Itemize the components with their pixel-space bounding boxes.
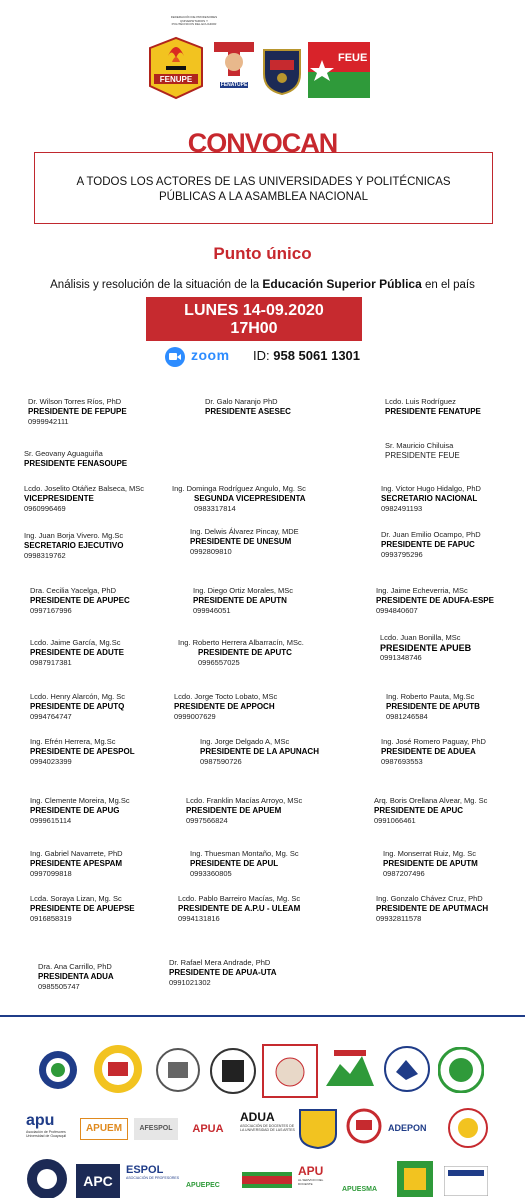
person-name: Lcdo. Luis Rodríguez	[385, 397, 456, 406]
person-role: PRESIDENTE APESPAM	[30, 859, 123, 868]
convocan-text	[34, 175, 493, 205]
apu-logo-text: apu	[26, 1112, 55, 1129]
person-name: Lcda. Soraya Lizan, Mg. Sc	[30, 894, 122, 903]
apua-logo	[184, 1118, 232, 1140]
person-role: SECRETARIO EJECUTIVO	[24, 541, 124, 550]
person-name: Lcdo. Pablo Barreiro Macías, Mg. Sc	[178, 894, 301, 903]
person-phone: 0993795296	[381, 550, 423, 559]
person-name: Ing. Diego Ortiz Morales, MSc	[193, 586, 294, 595]
apc-logo	[76, 1164, 120, 1198]
person-role: VICEPRESIDENTE	[24, 494, 94, 503]
association-logo-12	[26, 1158, 68, 1198]
person-role: PRESIDENTE DE APUA-UTA	[169, 968, 277, 977]
person-name: Ing. Roberto Pauta, Mg.Sc	[386, 692, 475, 701]
person-phone: 0987917381	[30, 658, 72, 667]
convocan-line1: A TODOS LOS ACTORES DE LAS UNIVERSIDADES Y POLITÉCNICAS	[76, 176, 451, 188]
apu-ulva-logo	[298, 1164, 338, 1196]
person-entry	[30, 849, 190, 879]
association-logo-8	[438, 1047, 484, 1093]
person-phone: 0997566824	[186, 816, 228, 825]
adepon-logo	[388, 1116, 440, 1140]
person-phone: 0993360805	[190, 869, 232, 878]
person-role: PRESIDENTE DE ADUEA	[381, 747, 476, 756]
person-name: Arq. Boris Orellana Alvear, Mg. Sc	[374, 796, 488, 805]
person-entry	[193, 586, 353, 616]
person-name: Ing. José Romero Paguay, PhD	[381, 737, 486, 746]
person-phone: 0985505747	[38, 982, 80, 991]
person-name: Ing. Clemente Moreira, Mg.Sc	[30, 796, 130, 805]
person-entry	[24, 484, 184, 514]
fenupe-logo	[146, 8, 218, 100]
person-entry	[178, 638, 358, 668]
person-entry	[190, 849, 350, 879]
person-name: Lcdo. Juan Bonilla, MSc	[380, 633, 461, 642]
apuem-logo-text: APUEM	[85, 1123, 123, 1134]
zoom-word: zoom	[191, 347, 230, 363]
person-entry	[172, 484, 352, 514]
convocan-title: CONVOCAN	[187, 128, 338, 158]
association-logo-5	[262, 1044, 318, 1098]
person-role: PRESIDENTE DE APUC	[374, 806, 464, 815]
agenda-text-bold: Educación Superior Pública	[262, 277, 422, 291]
person-name: Ing. Roberto Herrera Albarracín, MSc.	[178, 638, 304, 647]
person-role: PRESIDENTE DE APUEM	[186, 806, 282, 815]
apu-ulva-logo-text: APU	[298, 1164, 324, 1178]
feue-label: FEUE	[338, 52, 368, 64]
person-name: Ing. Jorge Delgado A, MSc	[200, 737, 290, 746]
fenupe-label: FENUPE	[159, 75, 193, 84]
person-phone: 0987590726	[200, 757, 242, 766]
person-phone: 0981246584	[386, 712, 428, 721]
person-entry	[380, 633, 525, 663]
date-box	[146, 297, 362, 341]
association-logo-7	[384, 1046, 430, 1092]
person-entry	[30, 638, 190, 668]
person-name: Lcdo. Joselito Otáñez Balseca, MSc	[24, 484, 145, 493]
person-name: Lcdo. Franklin Macías Arroyo, MSc	[186, 796, 303, 805]
person-name: Ing. Delwis Álvarez Pincay, MDE	[190, 527, 299, 536]
asesec-logo	[262, 46, 302, 96]
agenda-text-post: en el país	[424, 279, 475, 291]
person-entry	[169, 958, 329, 988]
zoom-id	[253, 348, 360, 363]
person-phone: 0994840607	[376, 606, 418, 615]
person-entry	[383, 849, 525, 879]
adepon-logo-text: ADEPON	[388, 1123, 427, 1133]
person-phone: 0997167996	[30, 606, 72, 615]
apuesma-logo	[342, 1160, 386, 1198]
person-entry	[24, 449, 184, 469]
person-name: Ing. Gabriel Navarrete, PhD	[30, 849, 123, 858]
agenda-title: Punto único	[213, 244, 312, 263]
person-name: Ing. Thuesman Montaño, Mg. Sc	[190, 849, 299, 858]
person-entry	[178, 894, 358, 924]
person-entry	[30, 692, 190, 722]
person-name: Ing. Efrén Herrera, Mg.Sc	[30, 737, 116, 746]
person-phone: 0999942111	[28, 417, 69, 426]
person-name: Lcdo. Jorge Tocto Lobato, MSc	[174, 692, 278, 701]
apuepec-logo-text: APUEPEC	[186, 1182, 220, 1189]
person-role: PRESIDENTE DE APUTN	[193, 596, 287, 605]
person-role: PRESIDENTE DE ADUTE	[30, 648, 124, 657]
person-entry	[376, 586, 525, 616]
convocan-line2: PÚBLICAS A LA ASAMBLEA NACIONAL	[158, 191, 369, 203]
person-phone: 0916858319	[30, 914, 72, 923]
person-entry	[374, 796, 525, 826]
person-role: PRESIDENTE DE APUG	[30, 806, 120, 815]
person-phone: 0991066461	[374, 816, 416, 825]
person-role: PRESIDENTE FEUE	[385, 451, 460, 460]
person-entry	[186, 796, 346, 826]
person-role: PRESIDENTE DE APUPEC	[30, 596, 130, 605]
person-entry	[174, 692, 334, 722]
person-role: PRESIDENTE APUEB	[380, 643, 472, 653]
person-entry	[30, 796, 190, 826]
person-name: Dr. Juan Emilio Ocampo, PhD	[381, 530, 481, 539]
person-role: PRESIDENTE DE FEPUPE	[28, 407, 127, 416]
appoch-logo	[322, 1046, 378, 1092]
person-name: Ing. Gonzalo Chávez Cruz, PhD	[376, 894, 483, 903]
person-phone: 0999615114	[30, 816, 72, 825]
person-role: PRESIDENTE DE LA APUNACH	[200, 747, 319, 756]
espol-logo	[126, 1164, 180, 1198]
association-logo-3	[156, 1048, 200, 1092]
association-logo-13	[242, 1168, 292, 1192]
person-name: Sr. Geovany Aguaguiña	[24, 449, 103, 458]
feue-logo	[308, 42, 370, 98]
person-entry	[386, 692, 525, 722]
person-entry	[385, 441, 525, 461]
header-logos	[140, 8, 390, 103]
person-phone: 0994131816	[178, 914, 220, 923]
person-entry	[28, 397, 188, 427]
agenda-text	[0, 277, 525, 291]
person-role: SECRETARIO NACIONAL	[381, 494, 478, 503]
person-role: PRESIDENTE DE APESPOL	[30, 747, 135, 756]
apu-logo	[26, 1112, 76, 1150]
person-phone: 0987693553	[381, 757, 423, 766]
fenatupe-logo	[210, 40, 258, 100]
person-role: PRESIDENTA ADUA	[38, 972, 114, 981]
person-entry	[205, 397, 365, 417]
espol-logo-caption: ASOCIACIÓN DE PROFESORES	[126, 1176, 180, 1180]
person-role: PRESIDENTE DE APUTB	[386, 702, 480, 711]
person-phone: 0994023399	[30, 757, 72, 766]
association-logo-9	[298, 1108, 338, 1150]
date-line2: 17H00	[230, 320, 278, 337]
apu-logo-caption: Asociación de Profesores Universidad de Guayaquil	[26, 1130, 67, 1138]
person-phone: 0960996469	[24, 504, 66, 513]
person-entry	[381, 737, 525, 767]
zoom-id-label: ID:	[253, 348, 270, 363]
person-role: PRESIDENTE DE APUTC	[198, 648, 292, 657]
person-name: Dr. Wilson Torres Ríos, PhD	[28, 397, 122, 406]
person-entry	[30, 737, 190, 767]
person-entry	[24, 531, 184, 561]
person-role: PRESIDENTE DE APUTMACH	[376, 904, 489, 913]
apuem-logo	[80, 1118, 128, 1140]
person-phone: 0997099818	[30, 869, 72, 878]
person-name: Sr. Mauricio Chiluisa	[385, 441, 454, 450]
video-camera-icon	[165, 347, 185, 367]
person-role: PRESIDENTE DE UNESUM	[190, 537, 292, 546]
shield-icon	[262, 46, 302, 96]
person-phone: 0998319762	[24, 551, 66, 560]
person-name: Dr. Rafael Mera Andrade, PhD	[169, 958, 271, 967]
star-icon	[308, 42, 370, 98]
person-role: PRESIDENTE DE APUL	[190, 859, 279, 868]
person-phone: 0994764747	[30, 712, 72, 721]
person-phone: 0982491193	[381, 504, 423, 513]
adua-logo-caption: ASOCIACIÓN DE DOCENTES DE LA UNIVERSIDAD DE LAS ARTES	[240, 1124, 295, 1132]
association-logo-14	[396, 1160, 434, 1198]
zoom-id-value: 958 5061 1301	[273, 348, 361, 363]
date-line1: LUNES 14-09.2020	[184, 302, 324, 319]
person-name: Ing. Jaime Echeverria, MSc	[376, 586, 468, 595]
apuepec-logo	[186, 1164, 236, 1198]
person-role: PRESIDENTE DE APUTM	[383, 859, 478, 868]
person-entry	[376, 894, 525, 924]
fenatupe-emblem	[210, 40, 258, 100]
person-name: Dra. Cecilia Yacelga, PhD	[30, 586, 117, 595]
association-logo-15	[444, 1166, 488, 1196]
person-phone: 0987207496	[383, 869, 425, 878]
person-phone: 0992809810	[190, 547, 232, 556]
person-entry	[385, 397, 525, 417]
association-logo-11	[448, 1108, 488, 1148]
zoom-info	[165, 347, 385, 367]
espol-logo-text: ESPOL	[126, 1164, 164, 1176]
person-phone: 0991021302	[169, 978, 211, 987]
person-role: PRESIDENTE FENASOUPE	[24, 459, 128, 468]
person-role: PRESIDENTE ASESEC	[205, 407, 291, 416]
person-entry	[30, 894, 190, 924]
person-role: PRESIDENTE DE A.P.U - ULEAM	[178, 904, 301, 913]
person-entry	[381, 530, 525, 560]
separator-line	[0, 1015, 525, 1017]
apuesma-logo-text: APUESMA	[342, 1186, 378, 1193]
agenda-text-pre: Análisis y resolución de la situación de la	[50, 279, 260, 291]
person-name: Lcdo. Jaime García, Mg.Sc	[30, 638, 121, 647]
person-name: Lcdo. Henry Alarcón, Mg. Sc	[30, 692, 126, 701]
person-role: PRESIDENTE DE APUEPSE	[30, 904, 135, 913]
apu-ulva-logo-caption: AL SERVICIO DEL DOCENTE	[298, 1178, 324, 1186]
adua-logo	[240, 1110, 296, 1150]
person-phone: 0999007629	[174, 712, 216, 721]
person-phone: 09932811578	[376, 914, 422, 923]
person-phone: 0996557025	[198, 658, 240, 667]
association-logo-1	[38, 1050, 78, 1090]
person-entry	[30, 586, 190, 616]
person-entry	[200, 737, 360, 767]
adua-logo-text: ADUA	[240, 1110, 275, 1124]
apc-logo-text: APC	[83, 1173, 113, 1189]
person-name: Dr. Galo Naranjo PhD	[205, 397, 278, 406]
person-phone: 099946051	[193, 606, 231, 615]
association-logo-2	[92, 1044, 144, 1094]
person-phone: 0991348746	[380, 653, 422, 662]
fenatupe-label: FENATUPE	[220, 82, 248, 88]
association-logo-10	[346, 1108, 382, 1150]
person-name: Ing. Victor Hugo Hidalgo, PhD	[381, 484, 481, 493]
person-phone: 0983317814	[194, 504, 236, 513]
person-name: Dra. Ana Carrillo, PhD	[38, 962, 112, 971]
afespol-logo-text: AFESPOL	[139, 1125, 173, 1132]
apua-logo-text: APUA	[192, 1123, 224, 1135]
person-name: Ing. Dominga Rodríguez Angulo, Mg. Sc	[172, 484, 306, 493]
association-logo-4	[210, 1048, 256, 1094]
person-role: PRESIDENTE DE APUTQ	[30, 702, 125, 711]
afespol-logo	[134, 1118, 178, 1140]
person-name: Ing. Monserrat Ruiz, Mg. Sc	[383, 849, 476, 858]
person-entry	[190, 527, 350, 557]
person-role: PRESIDENTE DE APPOCH	[174, 702, 275, 711]
person-entry	[381, 484, 525, 514]
person-role: PRESIDENTE DE FAPUC	[381, 540, 475, 549]
person-role: PRESIDENTE FENATUPE	[385, 407, 481, 416]
person-role: PRESIDENTE DE ADUFA-ESPE	[376, 596, 494, 605]
person-name: Ing. Juan Borja Vivero. Mg.Sc	[24, 531, 124, 540]
fenupe-caption: FEDERACIÓN DE PROFESORES UNIVERSITARIOS Y POLITÉCNICOS DEL ECUADOR	[170, 15, 218, 26]
person-role: SEGUNDA VICEPRESIDENTA	[194, 494, 306, 503]
